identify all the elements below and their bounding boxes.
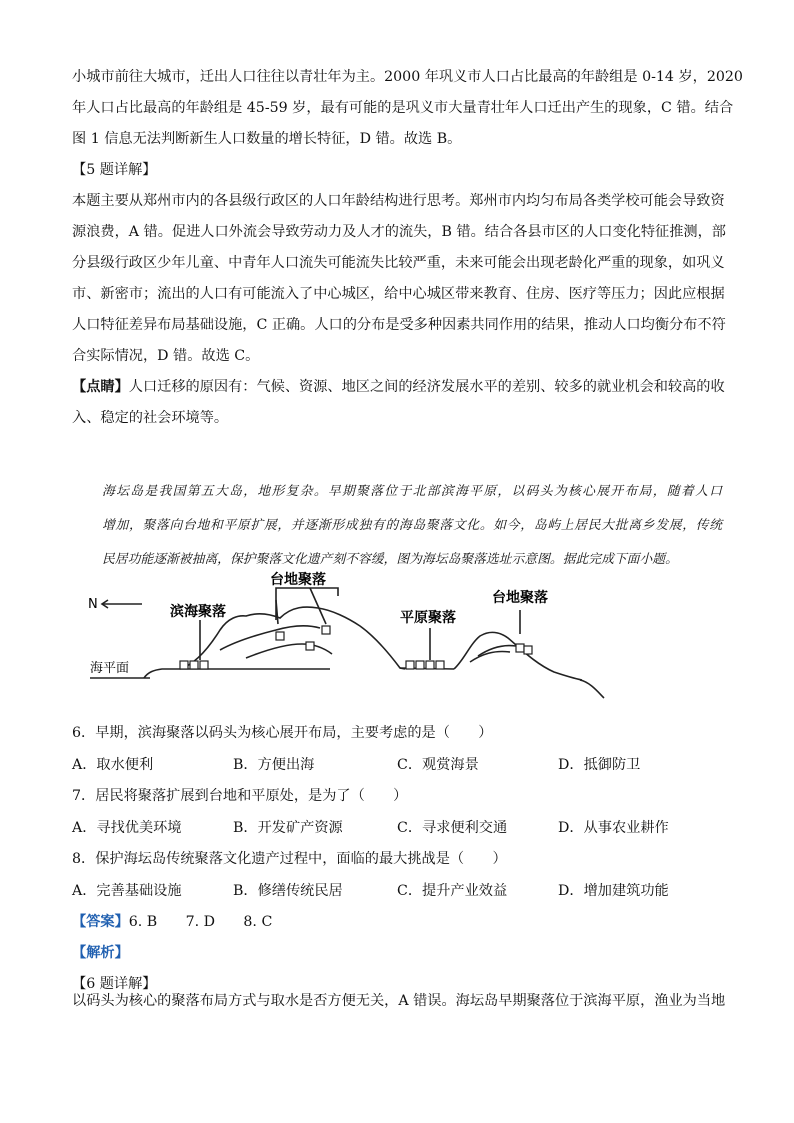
option-a[interactable]: A．取水便利 bbox=[72, 757, 154, 774]
text-line: 年人口占比最高的年龄组是 45-59 岁，最有可能的是巩义市大量青壮年人口迁出产生的现象，C 错。结合 bbox=[72, 100, 734, 116]
house-icon bbox=[190, 661, 198, 669]
ground-left bbox=[144, 669, 330, 678]
label-bracket bbox=[276, 588, 338, 600]
house-icon bbox=[276, 632, 284, 640]
option-d[interactable]: D．增加建筑功能 bbox=[558, 883, 669, 900]
house-icon bbox=[436, 661, 444, 669]
text-line: 本题主要从郑州市内的各县级行政区的人口年龄结构进行思考。郑州市内均匀布局各类学校可能会导致资 bbox=[72, 193, 725, 209]
option-d[interactable]: D．抵御防卫 bbox=[558, 757, 641, 774]
sea-level-label: 海平面 bbox=[90, 661, 130, 676]
text-line: 分县级行政区少年儿童、中青年人口流失可能流失比较严重，未来可能会出现老龄化严重的现象，如巩义 bbox=[72, 255, 725, 271]
house-icon bbox=[524, 646, 532, 654]
house-icon bbox=[200, 661, 208, 669]
note-line: 入、稳定的社会环境等。 bbox=[72, 410, 229, 426]
house-icon bbox=[406, 661, 414, 669]
terrace-settlement-label: 台地聚落 bbox=[270, 572, 326, 588]
passage-line: 海坛岛是我国第五大岛，地形复杂。早期聚落位于北部滨海平原，以码头为核心展开布局，随着人口 bbox=[102, 483, 722, 499]
label-pointer bbox=[310, 588, 326, 624]
plain-settlement-label: 平原聚落 bbox=[400, 610, 456, 626]
house-icon bbox=[306, 642, 314, 650]
text-line: 合实际情况，D 错。故选 C。 bbox=[72, 348, 260, 364]
note-line bbox=[72, 372, 724, 403]
passage-line: 民居功能逐渐被抽离，保护聚落文化遗产刻不容缓，图为海坛岛聚落选址示意图。据此完成下面小题。 bbox=[102, 551, 678, 567]
right-hill-outline bbox=[454, 632, 582, 680]
answer-text: 6. B 7. D 8. C bbox=[128, 914, 273, 931]
option-a[interactable]: A．寻找优美环境 bbox=[72, 820, 182, 837]
answer-line bbox=[72, 907, 272, 938]
house-icon bbox=[180, 661, 188, 669]
house-icon bbox=[516, 644, 524, 652]
text-line: 源浪费，A 错。促进人口外流会导致劳动力及人才的流失，B 错。结合各县市区的人口变化特征推测，部 bbox=[72, 224, 726, 240]
option-c[interactable]: C．寻求便利交通 bbox=[397, 820, 508, 837]
terrace-line bbox=[220, 626, 320, 650]
text-line: 市、新密市；流出的人口有可能流入了中心城区，给中心城区带来教育、住房、医疗等压力；因此应根据 bbox=[72, 286, 725, 302]
question-stem: 8．保护海坛岛传统聚落文化遗产过程中，面临的最大挑战是（ ） bbox=[72, 851, 507, 868]
option-c[interactable]: C．提升产业效益 bbox=[397, 883, 508, 900]
q5-heading: 【5 题详解】 bbox=[72, 162, 157, 178]
option-b[interactable]: B．方便出海 bbox=[233, 757, 315, 774]
house-icon bbox=[416, 661, 424, 669]
q6-heading: 【6 题详解】 bbox=[72, 976, 157, 993]
passage-line: 增加，聚落向台地和平原扩展，并逐渐形成独有的海岛聚落文化。如今，岛屿上居民大批离乡发展，传统 bbox=[102, 517, 722, 533]
coastal-settlement-label: 滨海聚落 bbox=[170, 604, 226, 620]
text-line: 图 1 信息无法判断新生人口数量的增长特征，D 错。故选 B。 bbox=[72, 131, 462, 147]
note-label: 【点睛】 bbox=[72, 379, 129, 395]
option-b[interactable]: B．开发矿产资源 bbox=[233, 820, 343, 837]
settlement-diagram bbox=[70, 568, 630, 702]
terrace-line bbox=[246, 644, 332, 658]
answer-label: 【答案】 bbox=[72, 914, 129, 931]
house-icon bbox=[426, 661, 434, 669]
house-icon bbox=[322, 626, 330, 634]
north-label: N bbox=[88, 597, 98, 612]
question-stem: 7．居民将聚落扩展到台地和平原处，是为了（ ） bbox=[72, 788, 408, 805]
terrace-settlement-label: 台地聚落 bbox=[492, 590, 548, 606]
text-line: 以码头为核心的聚落布局方式与取水是否方便无关，A 错误。海坛岛早期聚落位于滨海平原，渔业为当地 bbox=[72, 993, 726, 1009]
right-hill-line bbox=[470, 651, 510, 662]
option-c[interactable]: C．观赏海景 bbox=[397, 757, 479, 774]
question-stem: 6．早期，滨海聚落以码头为核心展开布局，主要考虑的是（ ） bbox=[72, 725, 493, 742]
text-line: 人口特征差异布局基础设施，C 正确。人口的分布是受多种因素共同作用的结果，推动人口均衡分布不符 bbox=[72, 317, 726, 333]
option-a[interactable]: A．完善基础设施 bbox=[72, 883, 182, 900]
note-text: 人口迁移的原因有：气候、资源、地区之间的经济发展水平的差别、较多的就业机会和较高的收 bbox=[128, 379, 725, 395]
right-shore bbox=[580, 680, 604, 698]
analysis-label: 【解析】 bbox=[72, 945, 129, 962]
text-line: 小城市前往大城市，迁出人口往往以青壮年为主。2000 年巩义市人口占比最高的年龄组是 0-14 岁，2020 bbox=[72, 69, 743, 85]
option-b[interactable]: B．修缮传统民居 bbox=[233, 883, 343, 900]
option-d[interactable]: D．从事农业耕作 bbox=[558, 820, 669, 837]
